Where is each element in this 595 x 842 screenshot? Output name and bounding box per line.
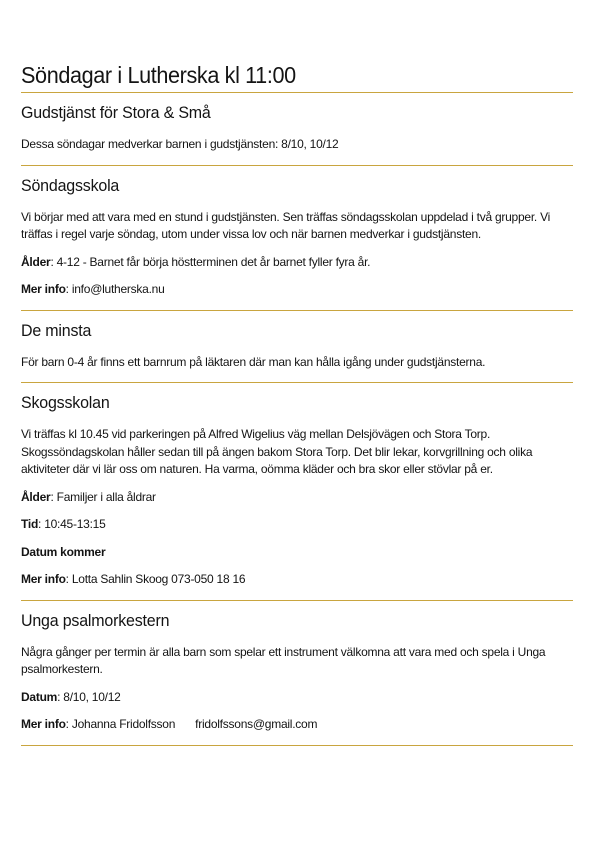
info-line: Mer info: Johanna Fridolfsson fridolfssons@gmail.com xyxy=(21,717,318,731)
age-line: Ålder: 4-12 - Barnet får börja höstterminen det år barnet fyller fyra år. xyxy=(21,254,371,269)
age-value: Familjer i alla åldrar xyxy=(56,489,156,504)
info-email: info@lutherska.nu xyxy=(71,282,165,296)
info-contact: Lotta Sahlin Skoog 073-050 18 16 xyxy=(71,572,246,586)
date-label: Datum xyxy=(21,689,58,704)
date-value: 8/10, 10/12 xyxy=(63,689,121,704)
age-label: Ålder xyxy=(21,489,51,504)
time-value: 10:45-13:15 xyxy=(44,517,106,531)
section-unga-psalmorkestern xyxy=(21,601,573,745)
section-heading: Skogsskolan xyxy=(21,393,110,412)
divider xyxy=(21,745,573,746)
section-heading: De minsta xyxy=(21,320,92,340)
info-line: Mer info: info@lutherska.nu xyxy=(21,282,165,296)
section-heading: Unga psalmorkestern xyxy=(21,610,170,630)
time-label: Tid xyxy=(21,517,39,531)
info-label: Mer info xyxy=(21,717,66,731)
info-label: Mer info xyxy=(21,572,66,586)
info-line: Mer info: Lotta Sahlin Skoog 073-050 18 16 xyxy=(21,572,246,586)
section-heading: Gudstjänst för Stora & Små xyxy=(21,103,211,122)
section-heading: Söndagsskola xyxy=(21,175,120,195)
dates-note: Datum kommer xyxy=(21,544,106,559)
section-text: För barn 0-4 år finns ett barnrum på läktaren där man kan hålla igång under gudstjänsterna. xyxy=(21,354,486,369)
section-skogsskolan xyxy=(21,383,573,600)
info-label: Mer info xyxy=(21,282,66,296)
section-text: Vi träffas kl 10.45 vid parkeringen på Alfred Wigelius väg mellan Delsjövägen och Stora Torp. Skogssöndagskolan håller sedan till på ängen bakom Stora Torp. Det blir lekar, korvgrillning och olika aktiviteter där vi lär oss om naturen. Ha varma, oömma kläder och bra skor eller stövlar på er. xyxy=(21,427,533,476)
section-sondagsskola xyxy=(21,166,573,310)
section-de-minsta xyxy=(21,311,573,383)
page-title: Söndagar i Lutherska kl 11:00 xyxy=(21,62,296,88)
document-page xyxy=(21,58,573,746)
age-line: Ålder: Familjer i alla åldrar xyxy=(21,489,156,504)
age-label: Ålder xyxy=(21,254,51,269)
section-gudstjanst xyxy=(21,93,573,165)
info-name: Johanna Fridolfsson xyxy=(71,717,176,731)
age-value: 4-12 - Barnet får börja höstterminen det år barnet fyller fyra år. xyxy=(56,254,371,269)
time-line: Tid: 10:45-13:15 xyxy=(21,517,106,531)
section-text: Några gånger per termin är alla barn som spelar ett instrument välkomna att vara med och spela i Unga psalmorkestern. xyxy=(21,644,546,676)
info-email: fridolfssons@gmail.com xyxy=(195,717,318,731)
section-text: Dessa söndagar medverkar barnen i gudstjänsten: 8/10, 10/12 xyxy=(21,137,339,151)
section-text: Vi börjar med att vara med en stund i gudstjänsten. Sen träffas söndagsskolan uppdelad i två grupper. Vi träffas i regel varje söndag, utom under vissa lov och när barnen medverkar i gudstjänsten. xyxy=(21,209,551,241)
date-line: Datum: 8/10, 10/12 xyxy=(21,689,121,704)
